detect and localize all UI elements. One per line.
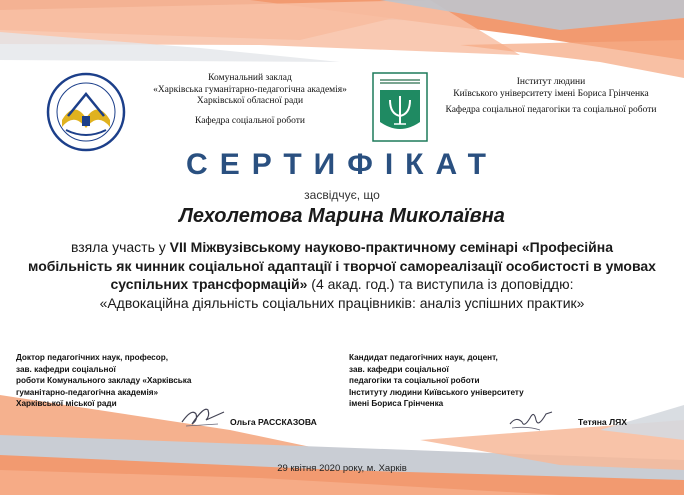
right-sig-line3: педагогіки та соціальної роботи: [349, 376, 480, 385]
left-sig-line2: зав. кафедри соціальної: [16, 364, 116, 374]
left-institution-line2: «Харківська гуманітарно-педагогічна академія»: [153, 84, 347, 95]
left-institution-line3: Харківської обласної ради: [196, 96, 304, 106]
certificate-body: [28, 238, 656, 312]
left-signatory-name: Ольга РАССКАЗОВА: [230, 417, 317, 427]
testifies-text: засвідчує, що: [304, 188, 380, 202]
left-institution: [118, 73, 382, 127]
right-sig-line1: Кандидат педагогічних наук, доцент,: [349, 353, 498, 362]
left-sig-line3: роботи Комунального закладу «Харківська: [16, 376, 192, 385]
left-sig-line5: Харківської міської ради: [16, 399, 117, 408]
event-title: VII Міжвузівському науково-практичному семінарі «Професійна мобільність як чинник соціальної адаптації і творчої самореалізації особистості в умовах суспільних трансформацій»: [28, 239, 656, 292]
academy-logo: [46, 72, 126, 152]
left-sig-line1: Доктор педагогічних наук, професор,: [16, 353, 168, 362]
right-institution-line1: Інститут людини: [516, 77, 586, 87]
date-place: 29 квітня 2020 року, м. Харків: [277, 463, 407, 474]
right-sig-line5: імені Бориса Грінченка: [349, 399, 444, 408]
report-title: «Адвокаційна діяльність соціальних працівників: аналіз успішних практик»: [99, 294, 585, 311]
right-institution-line2: Київського університету імені Бориса Грінченка: [453, 88, 649, 99]
body-intro: взяла участь у: [70, 239, 170, 255]
right-institution-department: Кафедра соціальної педагогіки та соціальної роботи: [445, 105, 657, 115]
body-hours: (4 акад. год.) та виступила із доповіддю:: [307, 276, 574, 292]
left-signature-image: [178, 400, 230, 430]
right-signatory-name: Тетяна ЛЯХ: [578, 417, 628, 427]
right-sig-line4: Інституту людини Київського університету: [349, 387, 524, 397]
left-sig-line4: гуманітарно-педагогічна академія»: [16, 387, 159, 397]
certificate-title: СЕРТИФІКАТ: [186, 148, 498, 181]
left-institution-department: Кафедра соціальної роботи: [195, 115, 305, 126]
left-institution-line1: Комунальний заклад: [208, 73, 292, 83]
recipient-name: Лехолетова Марина Миколаївна: [179, 205, 505, 227]
right-signatory-position: [349, 352, 579, 410]
right-institution: [436, 77, 666, 117]
right-sig-line2: зав. кафедри соціальної: [349, 364, 449, 374]
right-signature-image: [506, 404, 556, 434]
university-logo: [372, 72, 428, 142]
